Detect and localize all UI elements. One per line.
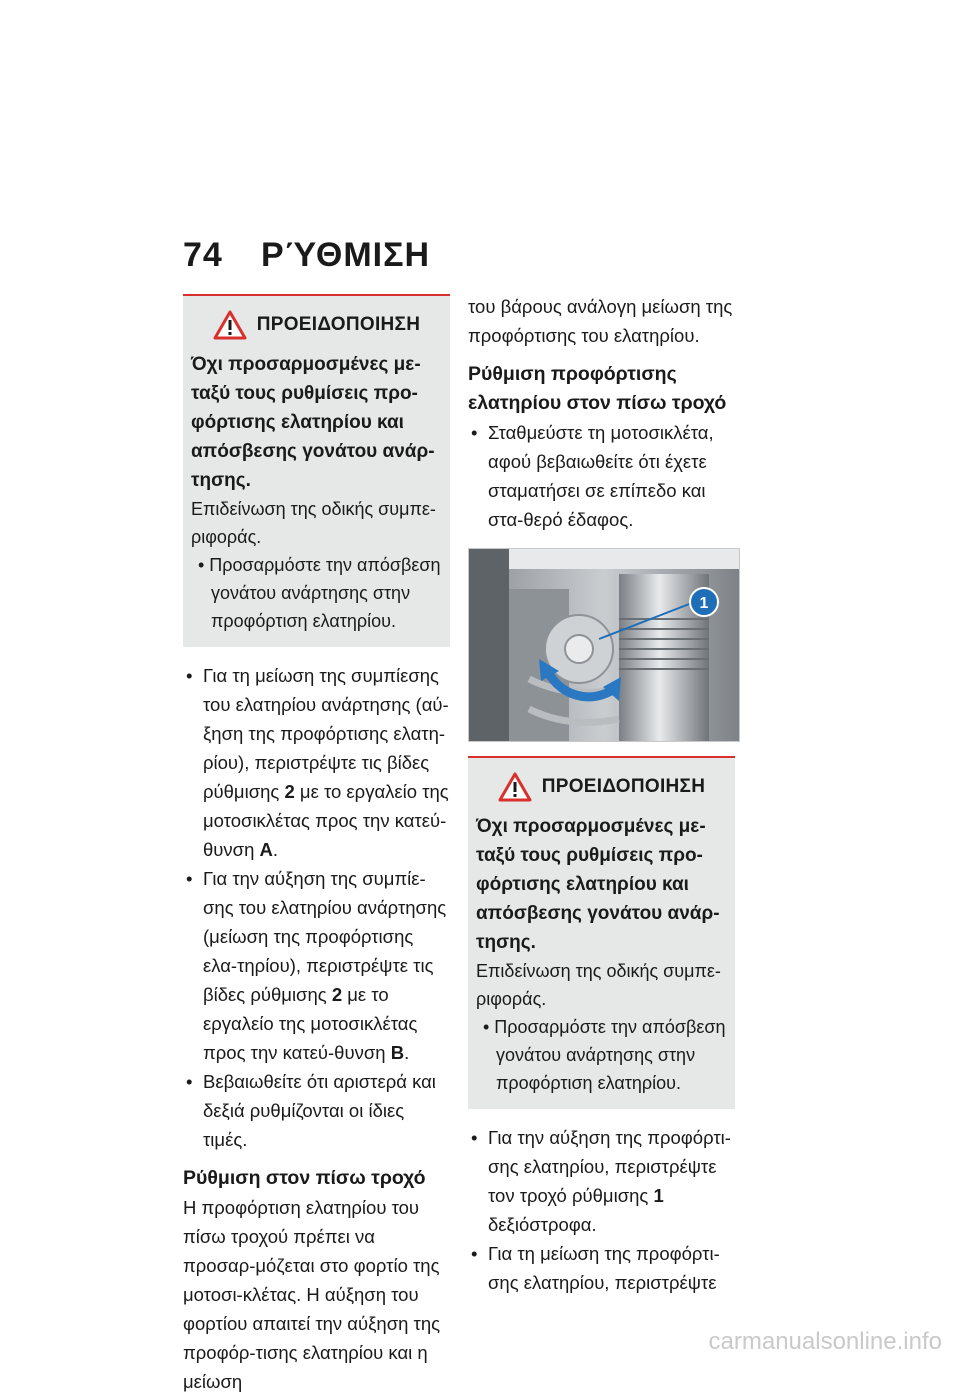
warning-triangle-icon bbox=[213, 310, 247, 340]
warning-consequence: Επιδείνωση της οδικής συμπε-ριφοράς. bbox=[476, 961, 721, 1009]
section-paragraph: Η προφόρτιση ελατηρίου του πίσω τροχού πρέπει να προσαρ-μόζεται στο φορτίο της μοτοσι-κλέτας. Η αύξηση του φορτίου απαιτεί την αύξηση της προφόρ-τισης ελατηρίου και η μείωση bbox=[183, 1197, 441, 1392]
warning-box bbox=[183, 294, 450, 647]
instruction-text: Για την αύξηση της προφόρτι-σης ελατηρίου, περιστρέψτε τον τροχό ρύθμισης bbox=[488, 1127, 731, 1206]
instruction-text: Για την αύξηση της συμπίε-σης του ελατηρίου ανάρτησης (μείωση της προφόρτισης ελα-τηρίου), περιστρέψτε τις βίδες ρύθμισης bbox=[203, 868, 447, 1005]
warning-action: • Προσαρμόστε την απόσβεση γονάτου ανάρτησης στην προφόρτιση ελατηρίου. bbox=[198, 555, 441, 631]
section-heading: Ρύθμιση στον πίσω τροχό bbox=[183, 1167, 426, 1189]
section-heading: Ρύθμιση προφόρτισης ελατηρίου στον πίσω τροχό bbox=[468, 363, 727, 414]
shock-absorber-illustration bbox=[469, 549, 739, 741]
page-header bbox=[183, 236, 430, 275]
list-item bbox=[183, 661, 450, 864]
list-item: • Σταθμεύστε τη μοτοσικλέτα, αφού βεβαιωθείτε ότι έχετε σταματήσει σε επίπεδο και στα-θερό έδαφος. bbox=[468, 418, 735, 534]
spring-adjuster-photo bbox=[468, 548, 740, 742]
left-instruction-list bbox=[183, 661, 450, 1154]
reference-number: 1 bbox=[653, 1185, 664, 1206]
list-item: • Βεβαιωθείτε ότι αριστερά και δεξιά ρυθμίζονται οι ίδιες τιμές. bbox=[183, 1067, 450, 1154]
page-title: ΡΎΘΜΙΣΗ bbox=[261, 236, 431, 274]
list-item bbox=[468, 1123, 735, 1239]
instruction-text: με το εργαλείο της μοτοσικλέτας προς την κατεύ-θυνση bbox=[203, 984, 418, 1063]
continued-paragraph: του βάρους ανάλογη μείωση της προφόρτισης του ελατηρίου. bbox=[468, 296, 733, 346]
right-instruction-list-2 bbox=[468, 1123, 735, 1297]
reference-number: 2 bbox=[284, 781, 295, 802]
list-item: • Για τη μείωση της προφόρτι-σης ελατηρίου, περιστρέψτε bbox=[468, 1239, 735, 1297]
direction-label: B bbox=[390, 1042, 405, 1063]
warning-header bbox=[191, 310, 442, 340]
warning-triangle-icon bbox=[498, 772, 532, 802]
page-number: 74 bbox=[183, 236, 223, 274]
warning-action: • Προσαρμόστε την απόσβεση γονάτου ανάρτησης στην προφόρτιση ελατηρίου. bbox=[483, 1017, 726, 1093]
instruction-text: με το εργαλείο της μοτοσικλέτας προς την κατεύ-θυνση bbox=[203, 781, 449, 860]
list-item bbox=[183, 864, 450, 1067]
warning-title: ΠΡΟΕΙΔΟΠΟΙΗΣΗ bbox=[541, 776, 706, 797]
warning-cause: Όχι προσαρμοσμένες με-ταξύ τους ρυθμίσεις προ-φόρτισης ελατηρίου και απόσβεσης γονάτου ανάρ-τησης. bbox=[476, 816, 720, 953]
punctuation: . bbox=[404, 1042, 410, 1063]
warning-title: ΠΡΟΕΙΔΟΠΟΙΗΣΗ bbox=[256, 314, 421, 335]
watermark: carmanualsonline.info bbox=[708, 1328, 942, 1355]
instruction-text: Για τη μείωση της συμπίεσης του ελατηρίου ανάρτησης (αύ-ξηση της προφόρτισης ελατη-ρίου), περιστρέψτε τις βίδες ρύθμισης bbox=[203, 665, 449, 802]
direction-label: A bbox=[259, 839, 273, 860]
warning-header bbox=[476, 772, 727, 802]
warning-cause: Όχι προσαρμοσμένες με-ταξύ τους ρυθμίσεις προ-φόρτισης ελατηρίου και απόσβεσης γονάτου ανάρ-τησης. bbox=[191, 354, 435, 491]
callout-number: 1 bbox=[699, 595, 709, 612]
right-column bbox=[468, 292, 735, 1297]
punctuation: . bbox=[272, 839, 279, 860]
warning-box bbox=[468, 756, 735, 1109]
warning-consequence: Επιδείνωση της οδικής συμπε-ριφοράς. bbox=[191, 499, 436, 547]
reference-number: 2 bbox=[331, 984, 343, 1005]
left-column bbox=[183, 294, 450, 1396]
instruction-text: δεξιόστροφα. bbox=[488, 1214, 597, 1235]
right-instruction-list-1 bbox=[468, 418, 735, 534]
